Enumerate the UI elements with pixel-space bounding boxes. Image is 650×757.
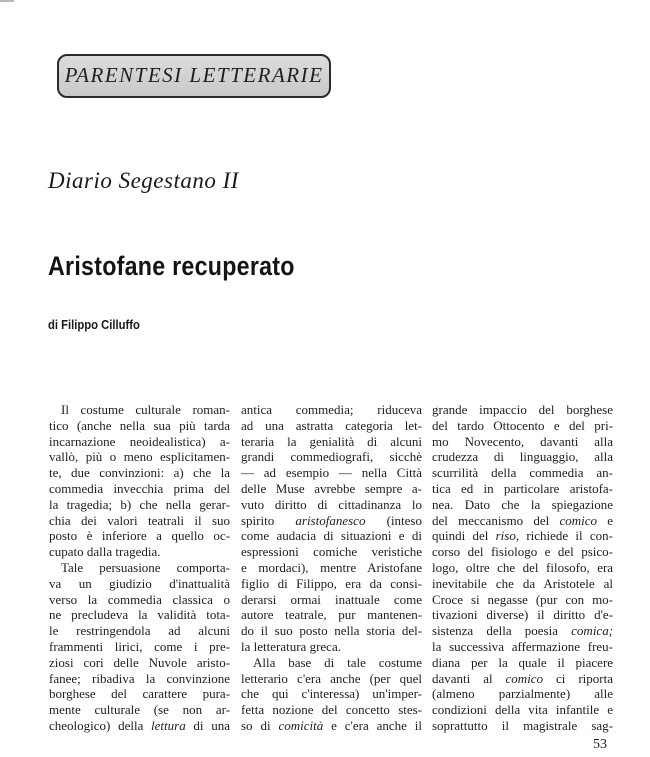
text-column-3 bbox=[432, 402, 613, 734]
text-line: grande impaccio del borghese bbox=[432, 402, 614, 417]
text-line: sistenza della poesia comica; bbox=[432, 623, 614, 639]
text-line: Croce si negasse (pur con mo- bbox=[432, 591, 614, 607]
text-line: incarnazione neoidealistica) a- bbox=[49, 433, 231, 449]
text-line: del tardo Ottocento e del pri- bbox=[432, 417, 614, 433]
text-line: frammenti lirici, come i pre- bbox=[49, 638, 231, 654]
text-line: quindi del riso, richiede il con- bbox=[432, 528, 613, 544]
text-line: posto è inferiore a quello oc- bbox=[49, 528, 231, 544]
text-line: do il suo posto nella storia del- bbox=[241, 623, 423, 639]
text-line: borghese del carattere pura- bbox=[49, 686, 231, 702]
section-rubric-box bbox=[57, 54, 331, 98]
text-line: davanti al comico ci riporta bbox=[432, 670, 613, 686]
text-line: crudezza di linguaggio, alla bbox=[432, 449, 613, 465]
text-line: scurrilità della commedia an- bbox=[432, 465, 614, 481]
text-line: Tale persuasione comporta- bbox=[61, 559, 231, 575]
section-rubric-label: PARENTESI LETTERARIE bbox=[64, 63, 324, 87]
text-line: grandi commediografi, sicchè bbox=[241, 449, 422, 465]
text-line: come audacia di situazioni e di bbox=[241, 528, 422, 544]
text-line: ne precludeva la validità tota- bbox=[49, 607, 231, 623]
text-line: condizioni della vita infantile e bbox=[432, 702, 614, 718]
text-line: la letteratura greca. bbox=[241, 638, 341, 654]
text-line: antica commedia; riduceva bbox=[241, 402, 423, 417]
text-line: figlio di Filippo, era da consi- bbox=[241, 575, 423, 591]
article-byline: di Filippo Cilluffo bbox=[48, 318, 140, 332]
text-line: soprattutto il magistrale sag- bbox=[432, 717, 613, 733]
text-line: commedia invecchia prima del bbox=[49, 480, 231, 496]
article-title: Aristofane recuperato bbox=[48, 251, 295, 281]
text-line: va un giudizio d'inattualità bbox=[49, 575, 231, 591]
text-line: ziosi cori delle Nuvole aristo- bbox=[49, 654, 231, 670]
text-line: ad una astratta categoria let- bbox=[241, 417, 423, 433]
text-line: corso del fisiologo e del psico- bbox=[432, 544, 614, 560]
text-line: tico (anche nella sua più tarda bbox=[49, 417, 230, 433]
text-line: fanee; ribadiva la convinzione bbox=[49, 670, 230, 686]
text-line: teraria la genialità di alcuni bbox=[241, 433, 422, 449]
text-line: le restringendola ad alcuni bbox=[49, 623, 231, 639]
text-line: letterario c'era anche (per quel bbox=[241, 670, 423, 686]
text-line: vuto diritto di cittadinanza lo bbox=[241, 496, 423, 512]
page-number: 53 bbox=[593, 737, 607, 752]
text-line: del meccanismo del comico e bbox=[432, 512, 614, 528]
corner-mark bbox=[0, 0, 14, 2]
text-line: mo Novecento, davanti alla bbox=[432, 433, 614, 449]
text-line: cupato dalla tragedia. bbox=[49, 544, 161, 560]
text-line: autore teatrale, pur mantenen- bbox=[241, 607, 423, 623]
text-line: tivazioni diverse) il diritto d'e- bbox=[432, 607, 614, 623]
text-line: delle Muse avrebbe sempre a- bbox=[241, 480, 423, 496]
text-line: nea. Dato che la spiegazione bbox=[432, 496, 614, 512]
text-line: te, due convinzioni: a) che la bbox=[49, 465, 230, 481]
text-line: cheologico) della lettura di una bbox=[49, 717, 231, 733]
text-line: espressioni comiche veristiche bbox=[241, 544, 422, 560]
text-line: derarsi ormai inattuale come bbox=[241, 591, 422, 607]
text-line: logo, oltre che del filosofo, era bbox=[432, 559, 614, 575]
text-line: chia dei valori teatrali il suo bbox=[49, 512, 231, 528]
text-line: inevitabile che da Aristotele al bbox=[432, 575, 614, 591]
text-line: (almeno parzialmente) alle bbox=[432, 686, 614, 702]
text-column-1 bbox=[49, 402, 230, 734]
text-line: so di comicità e c'era anche il bbox=[241, 717, 423, 733]
text-line: — ad esempio — nella Città bbox=[241, 465, 423, 481]
text-line: verso la commedia classica o bbox=[49, 591, 231, 607]
text-line: mente culturale (se non ar- bbox=[49, 702, 231, 718]
series-title: Diario Segestano II bbox=[48, 168, 239, 193]
text-line: Il costume culturale roman- bbox=[61, 402, 230, 417]
text-line: e mordaci), mentre Aristofane bbox=[241, 559, 422, 575]
text-line: Alla base di tale costume bbox=[253, 654, 423, 670]
text-line: la tragedia; b) che nella gerar- bbox=[49, 496, 231, 512]
text-line: che qui c'interessa) un'imper- bbox=[241, 686, 423, 702]
text-line: fetta nozione del concetto stes- bbox=[241, 702, 423, 718]
text-line: la successiva affermazione freu- bbox=[432, 638, 614, 654]
text-line: diana per la quale il piacere bbox=[432, 654, 614, 670]
text-column-2 bbox=[241, 402, 422, 734]
text-line: vallò, più o meno esplicitamen- bbox=[49, 449, 231, 465]
text-line: tica ed in particolare aristofa- bbox=[432, 480, 613, 496]
text-line: spirito aristofanesco (inteso bbox=[241, 512, 422, 528]
